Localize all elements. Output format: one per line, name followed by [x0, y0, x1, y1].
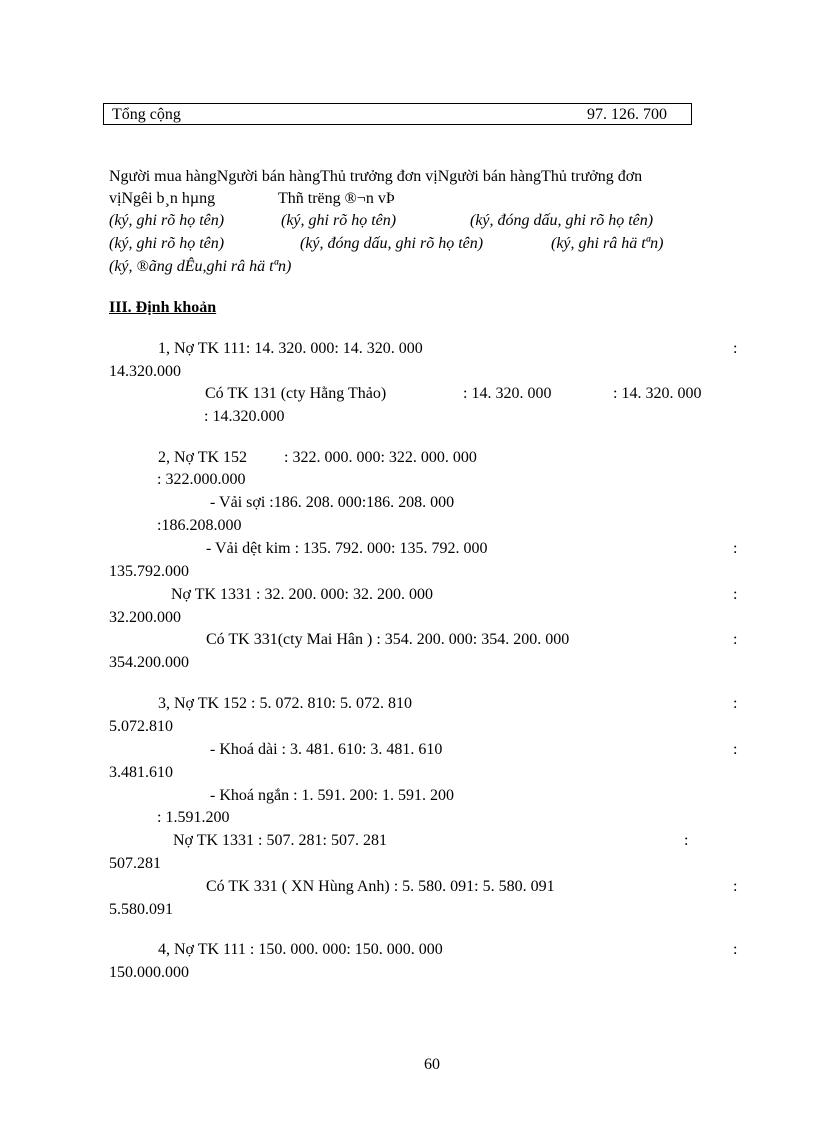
entry-line: 135.792.000	[109, 563, 189, 580]
entry-line: 14.320.000	[109, 363, 181, 380]
entry-line: :186.208.000	[157, 517, 242, 534]
total-value: 97. 126. 700	[587, 106, 667, 123]
entry-colon: :	[733, 340, 738, 357]
signature-note: (ký, ghi rõ họ tên)	[109, 212, 225, 229]
entry-line: 1, Nợ TK 111: 14. 320. 000: 14. 320. 000	[158, 340, 423, 357]
total-row	[103, 103, 692, 125]
entry-colon: :	[733, 586, 738, 603]
entry-line: - Vải dệt kim : 135. 792. 000: 135. 792. 000	[206, 540, 488, 557]
entry-colon: :	[733, 540, 738, 557]
entry-line: Nợ TK 1331 : 507. 281: 507. 281	[173, 832, 387, 849]
entry-line: : 322. 000. 000: 322. 000. 000	[284, 449, 477, 466]
signature-note: (ký, ghi rõ họ tên)	[281, 212, 397, 229]
signature-note: (ký, ghi râ hä tªn)	[551, 235, 664, 252]
entry-line: 2, Nợ TK 152	[158, 449, 248, 466]
entry-line: : 322.000.000	[157, 471, 246, 488]
entry-line: 3, Nợ TK 152 : 5. 072. 810: 5. 072. 810	[158, 695, 412, 712]
entry-colon: :	[684, 832, 689, 849]
entry-line: 4, Nợ TK 111 : 150. 000. 000: 150. 000. 000	[158, 941, 443, 958]
page-number: 60	[424, 1056, 440, 1073]
signature-note: (ký, ghi rõ họ tên)	[109, 235, 225, 252]
section-title: III. Định khoản	[109, 299, 217, 316]
entry-line: 354.200.000	[109, 654, 189, 671]
entry-colon: :	[733, 741, 738, 758]
entry-line: - Vải sợi :186. 208. 000:186. 208. 000	[210, 494, 455, 511]
total-label: Tổng cộng	[112, 106, 181, 123]
entry-colon: :	[733, 878, 738, 895]
entry-line: Nợ TK 1331 : 32. 200. 000: 32. 200. 000	[171, 586, 433, 603]
entry-line: 150.000.000	[109, 964, 189, 981]
entry-line: 5.072.810	[109, 718, 173, 735]
signature-titles-line1: Người mua hàngNgười bán hàngThủ trưởng đơn vịNgười bán hàngThủ trưởng đơn	[109, 168, 643, 185]
entry-line: - Khoá dài : 3. 481. 610: 3. 481. 610	[210, 741, 443, 758]
entry-line: : 14. 320. 000	[463, 385, 552, 402]
signature-note: (ký, đóng dấu, ghi rõ họ tên)	[300, 235, 484, 252]
signature-note: (ký, đóng dấu, ghi rõ họ tên)	[470, 212, 654, 229]
entry-line: 507.281	[109, 855, 161, 872]
entry-line: 3.481.610	[109, 764, 173, 781]
signature-titles-line2a: vịNgêi b¸n hµng	[109, 190, 216, 207]
entry-colon: :	[733, 695, 738, 712]
entry-line: - Khoá ngắn : 1. 591. 200: 1. 591. 200	[210, 787, 454, 804]
entry-line: : 14. 320. 000	[613, 385, 702, 402]
entry-line: Có TK 331(cty Mai Hân ) : 354. 200. 000: 354. 200. 000	[206, 631, 570, 648]
entry-line: : 14.320.000	[204, 408, 285, 425]
signature-note: (ký, ®ãng dÊu,ghi râ hä tªn)	[109, 258, 292, 275]
signature-titles-line2b: Thñ trëng ®¬n vÞ	[278, 190, 395, 207]
entry-line: 5.580.091	[109, 901, 173, 918]
entry-line: 32.200.000	[109, 609, 181, 626]
entry-line: : 1.591.200	[157, 809, 230, 826]
entry-colon: :	[733, 631, 738, 648]
entry-line: Có TK 331 ( XN Hùng Anh) : 5. 580. 091: 5. 580. 091	[206, 878, 555, 895]
entry-line: Có TK 131 (cty Hằng Thảo)	[205, 385, 387, 402]
entry-colon: :	[733, 941, 738, 958]
